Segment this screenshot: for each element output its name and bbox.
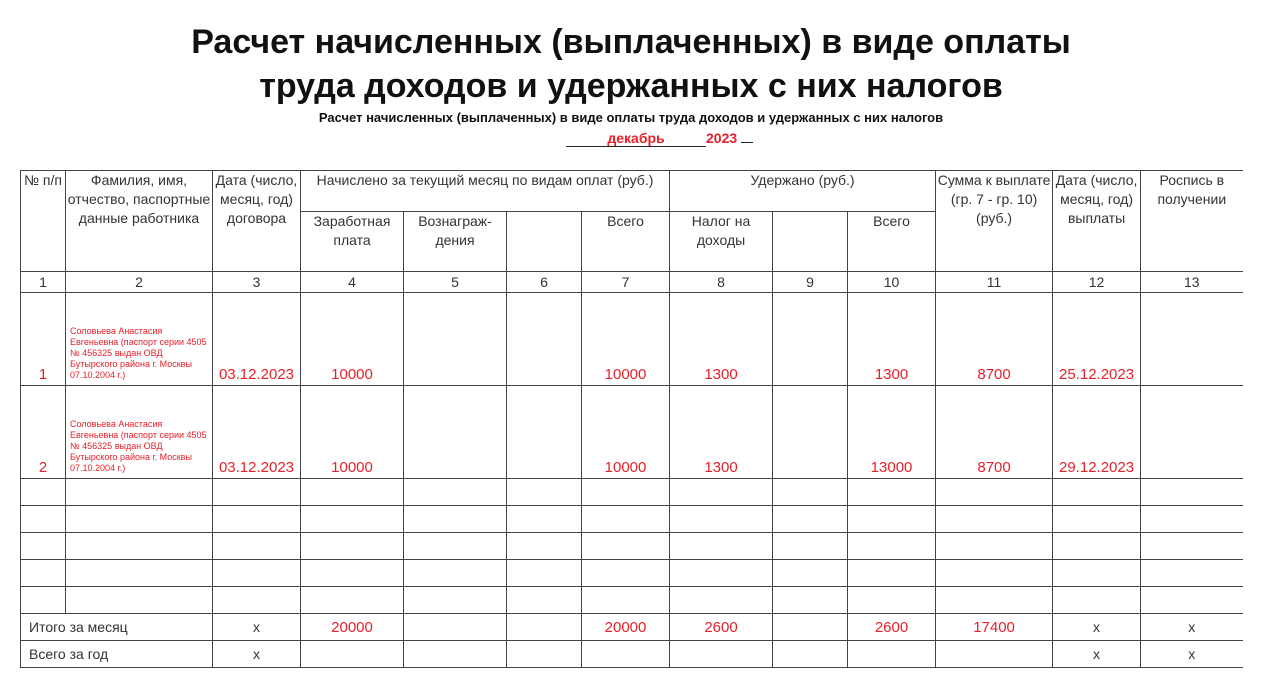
employee-name: Соловьева Анастасия Евгеньевна (паспорт серии 4505 № 456325 выдан ОВД Бутырского района г. Москвы 07.10.2004 г.)	[66, 386, 213, 479]
month-total-accrued: 20000	[582, 614, 670, 641]
signature-cell[interactable]	[1141, 386, 1243, 479]
payout-date: 25.12.2023	[1053, 293, 1141, 386]
contract-date: 03.12.2023	[213, 386, 301, 479]
month-total-payout-date: x	[1053, 614, 1141, 641]
year-total-row	[21, 641, 1243, 668]
header-name: Фамилия, имя, отчество, паспортные данные работника	[66, 171, 213, 272]
payout-date: 29.12.2023	[1053, 386, 1141, 479]
empty-row	[21, 560, 1243, 587]
empty-row	[21, 479, 1243, 506]
header-reward: Вознаграж-дения	[404, 212, 507, 272]
col6-value	[507, 293, 582, 386]
col-number: 3	[213, 272, 301, 293]
empty-row	[21, 533, 1243, 560]
header-withheld: Удержано (руб.)	[670, 171, 936, 212]
header-payout-date: Дата (число, месяц, год) выплаты	[1053, 171, 1141, 272]
withheld-total-value: 13000	[848, 386, 936, 479]
month-total-row	[21, 614, 1243, 641]
month-total-label: Итого за месяц	[21, 614, 213, 641]
contract-date: 03.12.2023	[213, 293, 301, 386]
document-subtitle: Расчет начисленных (выплаченных) в виде оплаты труда доходов и удержанных с них налогов	[318, 110, 944, 125]
signature-cell[interactable]	[1141, 293, 1243, 386]
payable-value: 8700	[936, 386, 1053, 479]
column-numbers-row	[21, 272, 1243, 293]
row-num: 1	[21, 293, 66, 386]
col9-value	[773, 386, 848, 479]
payable-value: 8700	[936, 293, 1053, 386]
month-total-salary: 20000	[301, 614, 404, 641]
month-total-payable: 17400	[936, 614, 1053, 641]
header-col6	[507, 212, 582, 272]
col6-value	[507, 386, 582, 479]
col9-value	[773, 293, 848, 386]
month-total-tax: 2600	[670, 614, 773, 641]
month-total-contract-date: x	[213, 614, 301, 641]
col-number: 8	[670, 272, 773, 293]
employee-name: Соловьева Анастасия Евгеньевна (паспорт серии 4505 № 456325 выдан ОВД Бутырского района г. Москвы 07.10.2004 г.)	[66, 293, 213, 386]
month-total-withheld: 2600	[848, 614, 936, 641]
document-title-line1: Расчет начисленных (выплаченных) в виде оплаты	[191, 23, 1071, 61]
header-payable: Сумма к выплате (гр. 7 - гр. 10) (руб.)	[936, 171, 1053, 272]
period-month: декабрь	[607, 130, 665, 146]
header-income-tax: Налог на доходы	[670, 212, 773, 272]
salary-value: 10000	[301, 293, 404, 386]
income-tax-value: 1300	[670, 293, 773, 386]
year-total-label: Всего за год	[21, 641, 213, 668]
period-year: 2023	[706, 130, 738, 146]
month-total-signature: x	[1141, 614, 1243, 641]
accrued-total-value: 10000	[582, 293, 670, 386]
reward-value	[404, 386, 507, 479]
col-number: 6	[507, 272, 582, 293]
empty-row	[21, 506, 1243, 533]
header-accrued: Начислено за текущий месяц по видам оплат (руб.)	[301, 171, 670, 212]
year-total-contract-date: x	[213, 641, 301, 668]
header-salary: Заработная плата	[301, 212, 404, 272]
col-number: 9	[773, 272, 848, 293]
col-number: 12	[1053, 272, 1141, 293]
header-col9	[773, 212, 848, 272]
header-withheld-total: Всего	[848, 212, 936, 272]
table-row	[21, 386, 1243, 479]
salary-value: 10000	[301, 386, 404, 479]
row-num: 2	[21, 386, 66, 479]
col-number: 7	[582, 272, 670, 293]
table-row	[21, 293, 1243, 386]
col-number: 5	[404, 272, 507, 293]
header-num: № п/п	[21, 171, 66, 272]
income-tax-value: 1300	[670, 386, 773, 479]
reward-value	[404, 293, 507, 386]
header-accrued-total: Всего	[582, 212, 670, 272]
payroll-table	[20, 170, 1243, 668]
withheld-total-value: 1300	[848, 293, 936, 386]
empty-row	[21, 587, 1243, 614]
year-total-payout-date: x	[1053, 641, 1141, 668]
header-contract-date: Дата (число, месяц, год) договора	[213, 171, 301, 272]
col-number: 13	[1141, 272, 1243, 293]
col-number: 4	[301, 272, 404, 293]
document-title-line2: труда доходов и удержанных с них налогов	[259, 67, 1003, 105]
col-number: 2	[66, 272, 213, 293]
col-number: 10	[848, 272, 936, 293]
header-signature: Роспись в получении	[1141, 171, 1243, 272]
col-number: 11	[936, 272, 1053, 293]
col-number: 1	[21, 272, 66, 293]
year-total-signature: x	[1141, 641, 1243, 668]
accrued-total-value: 10000	[582, 386, 670, 479]
report-period	[566, 130, 753, 147]
